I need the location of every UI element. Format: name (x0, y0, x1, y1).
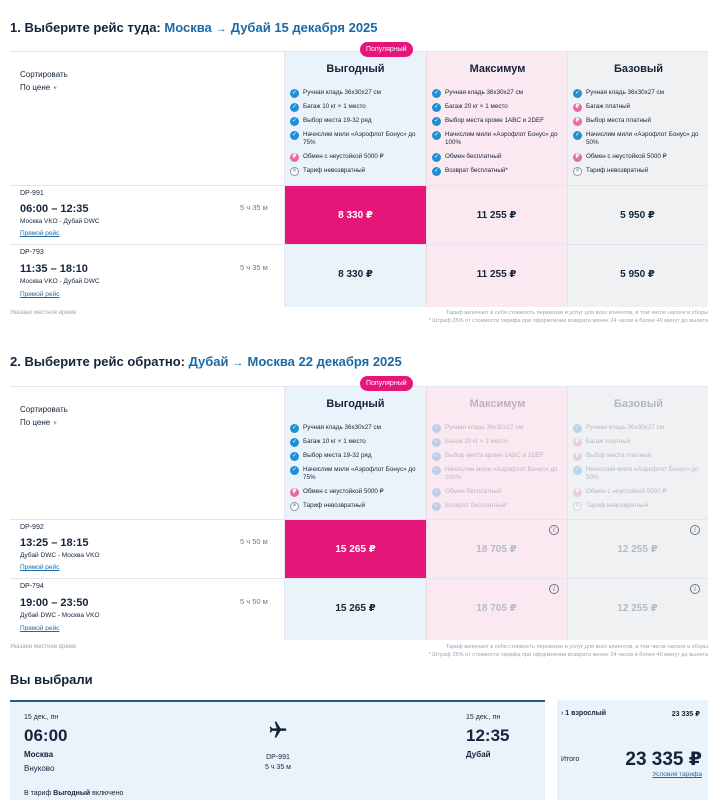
feature-text: Обмен с неустойкой 5000 ₽ (303, 153, 384, 160)
departure-airport: Внуково (24, 764, 55, 773)
departure-date: 15 дек., пн (24, 714, 59, 721)
flight-code: DP-794 (20, 583, 44, 590)
feature-text: Начислим мили «Аэрофлот Бонус» до 100% (445, 466, 558, 481)
sort-label: Сортировать (20, 70, 68, 79)
departure-time: 06:00 (24, 726, 68, 745)
feature-text: Ручная кладь 36х30х27 см (303, 89, 382, 96)
feature-text: Ручная кладь 36х30х27 см (586, 89, 665, 96)
feature-item (290, 424, 424, 433)
arrow-right-icon: → (215, 23, 227, 35)
cross-icon: × (290, 167, 299, 176)
chevron-down-icon: ▾ (53, 85, 57, 92)
price-cell-bazovy: 12 255 ₽ (617, 544, 658, 555)
check-icon: ✓ (433, 168, 440, 174)
return-title: 2. Выберите рейс обратно: Дубай → Москва 22 декабря 2025 (10, 354, 402, 369)
return-date: 22 декабря 2025 (298, 354, 402, 369)
feature-text: Обмен с неустойкой 5000 ₽ (586, 153, 667, 160)
feature-text: Обмен с неустойкой 5000 ₽ (303, 488, 384, 495)
feature-item (573, 89, 707, 98)
feature-text: Тариф невозвратный (586, 502, 649, 509)
tariff-included: В тариф Выгодный включено (24, 790, 124, 797)
price-cell-bazovy[interactable]: 5 950 ₽ (620, 269, 655, 280)
total-price: 23 335 ₽ (625, 749, 702, 770)
feature-text: Начислим мили «Аэрофлот Бонус» до 50% (586, 131, 699, 146)
flight-row (10, 244, 708, 306)
check-icon: ✓ (291, 425, 298, 431)
price-summary (557, 700, 708, 800)
ruble-icon: ₽ (290, 488, 299, 497)
check-icon: ✓ (574, 90, 581, 96)
check-icon: ✓ (291, 467, 298, 473)
feature-text: Багаж платный (586, 103, 631, 110)
direct-flight-link[interactable]: Прямой рейс (20, 625, 60, 632)
info-icon[interactable]: i (690, 584, 700, 594)
ruble-icon: ₽ (573, 452, 582, 461)
local-time-note: Указано местное время (10, 644, 77, 650)
direct-flight-link[interactable]: Прямой рейс (20, 564, 60, 571)
flight-row (10, 578, 708, 640)
flight-row (10, 519, 708, 579)
check-icon: ✓ (574, 467, 581, 473)
flight-code: DP-991 (20, 190, 44, 197)
flight-duration: 5 ч 35 м (240, 263, 268, 272)
info-icon[interactable]: i (549, 525, 559, 535)
ruble-icon: ₽ (573, 153, 582, 162)
check-icon: ✓ (433, 104, 440, 110)
feature-text: Ручная кладь 36х30х27 см (303, 424, 382, 431)
check-icon: ✓ (433, 132, 440, 138)
cross-icon: × (573, 502, 582, 511)
feature-text: Выбор места кроме 1ABC и 2DEF (445, 117, 545, 124)
chosen-flight-card (10, 700, 545, 800)
check-icon: ✓ (433, 467, 440, 473)
feature-item (432, 466, 566, 482)
feature-item (573, 131, 707, 147)
ruble-icon: ₽ (573, 117, 582, 126)
feature-item (432, 167, 566, 176)
return-tariff-grid (10, 386, 708, 639)
check-icon: ✓ (433, 439, 440, 445)
check-icon: ✓ (291, 453, 298, 459)
feature-text: Выбор места платный (586, 452, 651, 459)
check-icon: ✓ (433, 425, 440, 431)
price-cell-maksimum: 18 705 ₽ (476, 544, 517, 555)
feature-text: Тариф невозвратный (303, 502, 366, 509)
feature-text: Ручная кладь 36х30х27 см (445, 89, 524, 96)
price-cell-bazovy: 12 255 ₽ (617, 603, 658, 614)
tariff-note: Тариф включает в себя стоимость перевозки и услуг для всех клиентов, в том числе налоги и сборы * Штраф 25% от стоимости тарифа при оформлении возврата менее 24 часов и более 40 минут до вылета (428, 310, 708, 324)
feature-item (573, 488, 707, 497)
feature-item (573, 424, 707, 433)
price-cell-bazovy[interactable]: 5 950 ₽ (620, 210, 655, 221)
feature-item (290, 488, 424, 497)
feature-text: Выбор места кроме 1ABC и 2DEF (445, 452, 545, 459)
flight-duration: 5 ч 35 м (240, 203, 268, 212)
tariff-note: Тариф включает в себя стоимость перевозки и услуг для всех клиентов, в том числе налоги и сборы * Штраф 25% от стоимости тарифа при оформлении возврата менее 24 часов и более 40 минут до вылета (428, 644, 708, 658)
feature-item (432, 153, 566, 162)
chevron-down-icon: ▾ (53, 420, 57, 427)
flight-duration: 5 ч 50 м (240, 597, 268, 606)
tariff-name-bazovy: Базовый (614, 63, 663, 75)
price-cell-maksimum[interactable]: 11 255 ₽ (476, 269, 517, 280)
direct-flight-link[interactable]: Прямой рейс (20, 230, 60, 237)
departure-city: Москва (24, 750, 54, 759)
price-cell-maksimum[interactable]: 11 255 ₽ (476, 210, 517, 221)
feature-text: Выбор места 19-32 ряд (303, 117, 372, 124)
feature-text: Возврат бесплатный* (445, 167, 508, 174)
outbound-from: Москва (164, 20, 212, 35)
direct-flight-link[interactable]: Прямой рейс (20, 291, 60, 298)
feature-text: Обмен бесплатный (445, 153, 502, 160)
flight-time: 11:35 – 18:10 (20, 263, 88, 275)
feature-item (290, 167, 424, 176)
feature-item (432, 131, 566, 147)
check-icon: ✓ (433, 503, 440, 509)
check-icon: ✓ (433, 90, 440, 96)
ruble-icon: ₽ (573, 488, 582, 497)
outbound-title: 1. Выберите рейс туда: Москва → Дубай 15 декабря 2025 (10, 20, 378, 35)
feature-text: Начислим мили «Аэрофлот Бонус» до 75% (303, 466, 416, 481)
feature-text: Багаж 10 кг × 1 место (303, 438, 366, 445)
price-cell-vygodny[interactable]: 15 265 ₽ (335, 603, 376, 614)
feature-text: Тариф невозвратный (303, 167, 366, 174)
feature-text: Начислим мили «Аэрофлот Бонус» до 100% (445, 131, 558, 146)
check-icon: ✓ (291, 90, 298, 96)
arrival-date: 15 дек., пн (466, 714, 501, 721)
flight-time: 13:25 – 18:15 (20, 537, 89, 549)
price-cell-vygodny[interactable]: 8 330 ₽ (338, 269, 373, 280)
feature-text: Багаж 20 кг × 1 место (445, 438, 508, 445)
feature-text: Багаж 10 кг × 1 место (303, 103, 366, 110)
outbound-date: 15 декабря 2025 (274, 20, 378, 35)
tariff-name-maksimum: Максимум (469, 63, 526, 75)
flight-duration: 5 ч 35 м (265, 764, 291, 771)
flight-route: Москва VKO - Дубай DWC (20, 218, 100, 225)
flight-time: 06:00 – 12:35 (20, 203, 89, 215)
feature-item (573, 103, 707, 112)
check-icon: ✓ (433, 489, 440, 495)
feature-text: Возврат бесплатный* (445, 502, 508, 509)
feature-item (290, 131, 424, 147)
feature-item (573, 502, 707, 511)
flight-row (10, 185, 708, 245)
popular-badge: Популярный (360, 42, 413, 57)
feature-item (290, 502, 424, 511)
feature-item (432, 488, 566, 497)
info-icon[interactable]: i (549, 584, 559, 594)
feature-text: Начислим мили «Аэрофлот Бонус» до 75% (303, 131, 416, 146)
feature-text: Выбор места 19-32 ряд (303, 452, 372, 459)
feature-item (432, 103, 566, 112)
cross-icon: × (290, 502, 299, 511)
tariff-name-vygodny: Выгодный (326, 63, 385, 75)
flight-route: Москва VKO - Дубай DWC (20, 278, 100, 285)
price-cell-vygodny[interactable]: 15 265 ₽ (285, 520, 426, 579)
tariff-terms-link[interactable]: Условия тарифа (652, 771, 702, 778)
flight-duration: 5 ч 50 м (240, 537, 268, 546)
tariff-name-bazovy: Базовый (614, 398, 663, 410)
passengers-toggle[interactable]: › 1 взрослый (561, 710, 606, 717)
feature-text: Начислим мили «Аэрофлот Бонус» до 50% (586, 466, 699, 481)
feature-text: Ручная кладь 36х30х27 см (445, 424, 524, 431)
feature-item (573, 452, 707, 461)
passengers-price: 23 335 ₽ (671, 711, 700, 718)
feature-text: Выбор места платный (586, 117, 651, 124)
popular-badge: Популярный (360, 376, 413, 391)
feature-item (432, 117, 566, 126)
sort-dropdown[interactable]: По цене ▾ (20, 418, 57, 427)
info-icon[interactable]: i (690, 525, 700, 535)
flight-route: Дубай DWC - Москва VKO (20, 612, 100, 619)
chevron-right-icon: › (561, 710, 564, 717)
feature-item (290, 438, 424, 447)
check-icon: ✓ (291, 132, 298, 138)
feature-text: Багаж 20 кг × 1 место (445, 103, 508, 110)
feature-item (290, 452, 424, 461)
total-label: Итого (561, 756, 580, 763)
feature-item (432, 424, 566, 433)
check-icon: ✓ (574, 132, 581, 138)
check-icon: ✓ (433, 118, 440, 124)
sort-label: Сортировать (20, 405, 68, 414)
feature-item (573, 466, 707, 482)
check-icon: ✓ (291, 104, 298, 110)
feature-item (290, 117, 424, 126)
sort-dropdown[interactable]: По цене ▾ (20, 83, 57, 92)
ruble-icon: ₽ (290, 153, 299, 162)
arrow-right-icon: → (232, 357, 244, 369)
check-icon: ✓ (433, 453, 440, 459)
tariff-name-maksimum: Максимум (469, 398, 526, 410)
feature-item (290, 103, 424, 112)
feature-item (573, 438, 707, 447)
feature-item (290, 466, 424, 482)
flight-code: DP-991 (266, 754, 290, 761)
feature-text: Тариф невозвратный (586, 167, 649, 174)
arrival-time: 12:35 (466, 726, 510, 745)
ruble-icon: ₽ (573, 103, 582, 112)
return-to: Москва (247, 354, 295, 369)
local-time-note: Указано местное время (10, 310, 77, 316)
feature-item (573, 167, 707, 176)
feature-item (573, 153, 707, 162)
feature-item (432, 502, 566, 511)
feature-text: Багаж платный (586, 438, 631, 445)
chosen-title: Вы выбрали (10, 672, 93, 687)
outbound-to: Дубай (230, 20, 271, 35)
flight-code: DP-793 (20, 249, 44, 256)
airplane-icon (267, 720, 289, 740)
price-cell-vygodny[interactable]: 8 330 ₽ (285, 186, 426, 245)
feature-text: Ручная кладь 36х30х27 см (586, 424, 665, 431)
tariff-name-vygodny: Выгодный (326, 398, 385, 410)
feature-item (432, 438, 566, 447)
feature-item (573, 117, 707, 126)
cross-icon: × (573, 167, 582, 176)
feature-item (290, 89, 424, 98)
check-icon: ✓ (433, 154, 440, 160)
check-icon: ✓ (291, 118, 298, 124)
flight-time: 19:00 – 23:50 (20, 597, 89, 609)
feature-item (432, 89, 566, 98)
flight-code: DP-992 (20, 524, 44, 531)
feature-text: Обмен бесплатный (445, 488, 502, 495)
feature-item (290, 153, 424, 162)
flight-route: Дубай DWC - Москва VKO (20, 552, 100, 559)
feature-text: Обмен с неустойкой 5000 ₽ (586, 488, 667, 495)
arrival-city: Дубай (466, 750, 491, 759)
price-cell-maksimum: 18 705 ₽ (476, 603, 517, 614)
ruble-icon: ₽ (573, 438, 582, 447)
check-icon: ✓ (574, 425, 581, 431)
feature-item (432, 452, 566, 461)
outbound-tariff-grid (10, 51, 708, 306)
check-icon: ✓ (291, 439, 298, 445)
return-from: Дубай (188, 354, 229, 369)
